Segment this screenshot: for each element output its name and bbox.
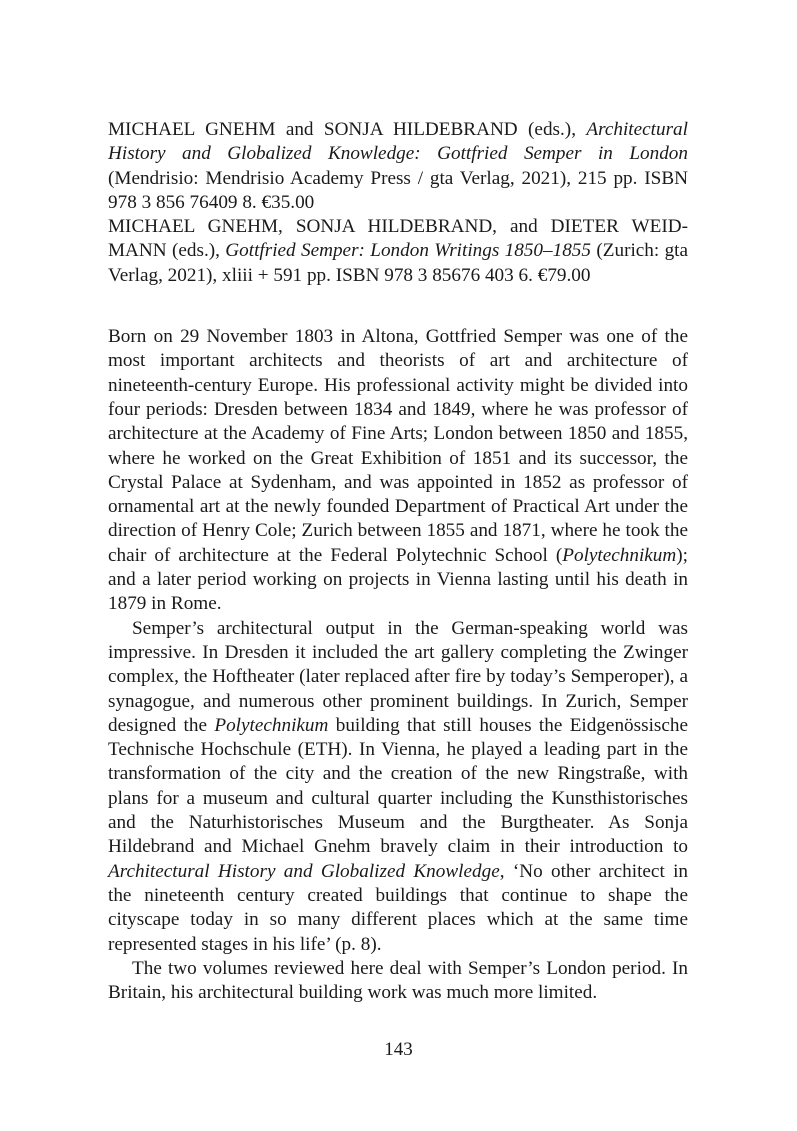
reference-details: (Mendrisio: Mendrisio Academy Press / gta Verlag, 2021), 215 pp. ISBN 978 3 856 76409 8. €35.00 <box>108 167 688 213</box>
page-number: 143 <box>384 1039 413 1060</box>
reference-authors: MICHAEL GNEHM and SONJA HILDEBRAND (eds.), <box>108 119 576 140</box>
paragraph-text: Semper’s architectural output in the German-speaking world was impressive. In Dresden it included the art gallery completing the Zwinger complex, the Hoftheater (later replaced after fire by today’s Semperoper), a synagogue, and numerous other prominent buildings. In Zurich, Semper designed the <box>108 617 688 736</box>
reference-title: Gottfried Semper: London Writings 1850–1855 <box>225 240 591 262</box>
paragraph-text: ); and a later period working on projects in Vienna lasting until his death in 1879 in Rome. <box>108 544 688 615</box>
reference-entry <box>108 118 688 215</box>
paragraph-text: Born on 29 November 1803 in Altona, Gottfried Semper was one of the most important architects and theorists of art and architecture of nineteenth-century Europe. His professional activity might be divided into four periods: Dresden between 1834 and 1849, where he was professor of architecture at the Academy of Fine Arts; London between 1850 and 1855, where he worked on the Great Exhibition of 1851 and its successor, the Crystal Palace at Sydenham, and was appointed in 1852 as professor of ornamental art at the newly founded Department of Practical Art under the direction of Henry Cole; Zurich between 1855 and 1871, where he took the chair of architecture at the Federal Polytechnic School ( <box>108 326 688 566</box>
italic-term: Polytechnikum <box>214 714 329 736</box>
italic-term: Polytechnikum <box>562 544 677 566</box>
section-gap <box>108 288 688 325</box>
reference-title: Architectural History and Globalized Knowledge: Gottfried Semper in London <box>108 119 688 165</box>
body-paragraph: The two volumes reviewed here deal with Semper’s London period. In Britain, his architectural building work was much more limited. <box>108 957 688 1004</box>
reference-authors: MICHAEL GNEHM, SONJA HILDEBRAND, and DIETER WEIDMANN (eds.), <box>108 216 688 262</box>
body-paragraph <box>108 325 688 617</box>
reference-details: (Zurich: gta Verlag, 2021), xliii + 591 pp. ISBN 978 3 85676 403 6. €79.00 <box>108 240 689 286</box>
italic-title: Architectural History and Globalized Knowledge <box>108 860 500 882</box>
paragraph-text: , ‘No other architect in the nineteenth century created buildings that continue to shape the cityscape today in so many different places which at the same time represented stages in his life’ (p. 8). <box>108 860 689 955</box>
reference-entry <box>108 215 688 288</box>
body-paragraph <box>108 617 688 957</box>
page-content <box>108 118 688 1005</box>
paragraph-text: building that still houses the Eidgenössische Technische Hochschule (ETH). In Vienna, he played a leading part in the transformation of the city and the creation of the new Ringstraße, with plans for a museum and cultural quarter including the Kunsthistorisches and the Naturhistorisches Museum and the Burgtheater. As Sonja Hildebrand and Michael Gnehm bravely claim in their introduction to <box>108 714 688 858</box>
